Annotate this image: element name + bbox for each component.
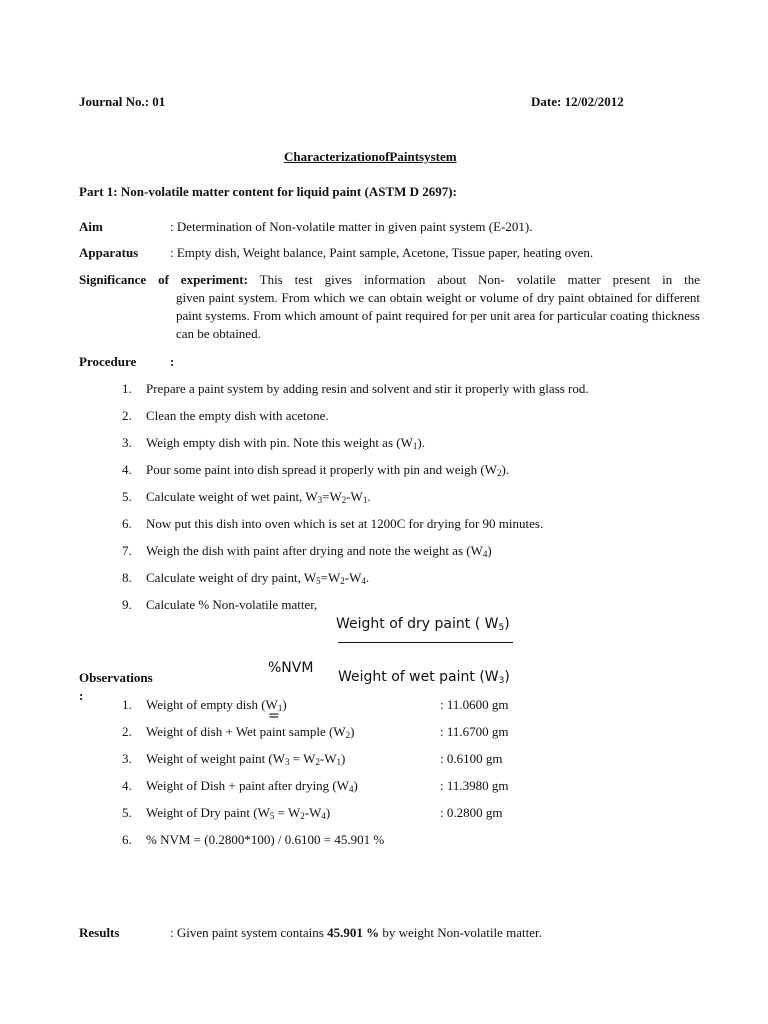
results-text xyxy=(170,925,542,941)
list-item-number: 8. xyxy=(122,570,132,585)
formula-equals: = xyxy=(268,708,280,724)
text: ). xyxy=(417,435,425,450)
procedure-colon: : xyxy=(170,354,175,369)
apparatus-text: : Empty dish, Weight balance, Paint sample, Acetone, Tissue paper, heating oven. xyxy=(170,245,594,260)
subscript: 1 xyxy=(277,703,283,713)
text: . xyxy=(367,489,371,504)
observation-value: : 11.6700 gm xyxy=(440,724,509,739)
results-value: 45.901 % xyxy=(327,925,380,940)
text: ) xyxy=(504,669,510,685)
fraction-bar xyxy=(338,642,513,643)
list-item xyxy=(146,489,371,505)
text: = W xyxy=(289,751,316,766)
observations-label: Observations xyxy=(79,670,153,685)
results-label: Results xyxy=(79,925,120,940)
list-item xyxy=(146,435,425,451)
procedure-label: Procedure xyxy=(79,354,137,369)
list-item xyxy=(146,805,330,821)
text: ) xyxy=(350,724,355,739)
list-item-number: 5. xyxy=(122,805,132,820)
aim-text: : Determination of Non-volatile matter in given paint system (E-201). xyxy=(170,219,533,234)
subscript: 2 xyxy=(300,811,305,821)
text: -W xyxy=(319,751,337,766)
text: Calculate weight of dry paint, W xyxy=(146,570,317,585)
text: = W xyxy=(274,805,301,820)
formula-denominator xyxy=(338,669,510,685)
list-item-number: 1. xyxy=(122,381,132,396)
text: Weight of weight paint (W xyxy=(146,751,286,766)
text: Pour some paint into dish spread it properly with pin and weigh (W xyxy=(146,462,497,477)
page-title: CharacterizationofPaintsystem xyxy=(284,149,457,164)
text: ) xyxy=(341,751,346,766)
list-item xyxy=(146,543,492,559)
text: Weight of dry paint ( W xyxy=(336,616,499,632)
subscript: 2 xyxy=(315,757,320,767)
significance-text-rest: given paint system. From which we can obtain weight or volume of dry paint obtained for different paint systems. From which amount of paint required for per unit area for particular coating thickness can be obtained. xyxy=(176,290,700,341)
list-item xyxy=(146,570,369,586)
subscript: 2 xyxy=(345,730,351,740)
text: ) xyxy=(325,805,331,820)
list-item-number: 2. xyxy=(122,724,132,739)
subscript: 5 xyxy=(316,576,321,586)
text: ). xyxy=(501,462,510,477)
list-item xyxy=(146,697,287,713)
list-item-number: 6. xyxy=(122,832,132,847)
subscript: 3 xyxy=(498,676,505,686)
list-item-number: 7. xyxy=(122,543,132,558)
subscript: 2 xyxy=(341,495,347,505)
text: Weight of Dry paint (W xyxy=(146,805,270,820)
text: =W xyxy=(320,570,341,585)
list-item: Now put this dish into oven which is set at 1200C for drying for 90 minutes. xyxy=(146,516,544,531)
text: -W xyxy=(304,805,322,820)
text: Weigh empty dish with pin. Note this weight as (W xyxy=(146,435,413,450)
formula-numerator xyxy=(336,616,510,632)
subscript: 3 xyxy=(317,495,323,505)
text: Calculate weight of wet paint, W xyxy=(146,489,318,504)
text: : Given paint system contains xyxy=(170,925,328,940)
subscript: 4 xyxy=(361,576,366,586)
list-item-number: 2. xyxy=(122,408,132,423)
text: . xyxy=(365,570,370,585)
text: Weight of Dish + paint after drying (W xyxy=(146,778,350,793)
text: ) xyxy=(487,543,492,558)
text: by weight Non-volatile matter. xyxy=(379,925,542,940)
significance-label: Significance of experiment: xyxy=(79,272,248,287)
list-item xyxy=(146,751,345,767)
subscript: 3 xyxy=(285,757,290,767)
list-item: Prepare a paint system by adding resin and solvent and stir it properly with glass rod. xyxy=(146,381,589,396)
list-item-number: 1. xyxy=(122,697,132,712)
subscript: 4 xyxy=(349,784,354,794)
subscript: 2 xyxy=(496,468,502,478)
significance-first-line xyxy=(79,271,700,289)
list-item xyxy=(146,462,509,478)
subscript: 5 xyxy=(498,623,505,633)
subscript: 1 xyxy=(336,757,342,767)
subscript: 4 xyxy=(321,811,326,821)
journal-number: Journal No.: 01 xyxy=(79,94,166,109)
observation-value: : 0.6100 gm xyxy=(440,751,503,766)
list-item-number: 6. xyxy=(122,516,132,531)
text: Weight of dish + Wet paint sample (W xyxy=(146,724,346,739)
subscript: 1 xyxy=(362,495,368,505)
text: -W xyxy=(346,489,363,504)
observation-value: : 11.0600 gm xyxy=(440,697,509,712)
text: ) xyxy=(353,778,358,793)
observation-value: : 0.2800 gm xyxy=(440,805,503,820)
subscript: 4 xyxy=(482,549,488,559)
list-item-number: 5. xyxy=(122,489,132,504)
observations-colon: : xyxy=(79,688,84,703)
subscript: 1 xyxy=(412,441,418,451)
subscript: 5 xyxy=(269,811,275,821)
apparatus-label: Apparatus xyxy=(79,245,139,260)
list-item-number: 9. xyxy=(122,597,132,612)
list-item-number: 4. xyxy=(122,462,132,477)
text: Weight of wet paint (W xyxy=(338,669,499,685)
text: ) xyxy=(504,616,510,632)
part-heading: Part 1: Non-volatile matter content for liquid paint (ASTM D 2697): xyxy=(79,184,457,199)
list-item-number: 3. xyxy=(122,751,132,766)
list-item: % NVM = (0.2800*100) / 0.6100 = 45.901 % xyxy=(146,832,385,847)
text: =W xyxy=(322,489,342,504)
text: -W xyxy=(344,570,362,585)
significance-text-first: This test gives information about Non- volatile matter present in the xyxy=(259,272,700,287)
list-item: Calculate % Non-volatile matter, xyxy=(146,597,318,612)
list-item-number: 3. xyxy=(122,435,132,450)
text: Weigh the dish with paint after drying and note the weight as (W xyxy=(146,543,483,558)
observation-value: : 11.3980 gm xyxy=(440,778,509,793)
formula-lhs: %NVM xyxy=(268,660,314,676)
journal-date: Date: 12/02/2012 xyxy=(531,94,624,109)
aim-label: Aim xyxy=(79,219,103,234)
text: Weight of empty dish (W xyxy=(146,697,278,712)
list-item: Clean the empty dish with acetone. xyxy=(146,408,329,423)
text: ) xyxy=(282,697,287,712)
list-item xyxy=(146,778,358,794)
list-item xyxy=(146,724,354,740)
list-item-number: 4. xyxy=(122,778,132,793)
subscript: 2 xyxy=(340,576,345,586)
